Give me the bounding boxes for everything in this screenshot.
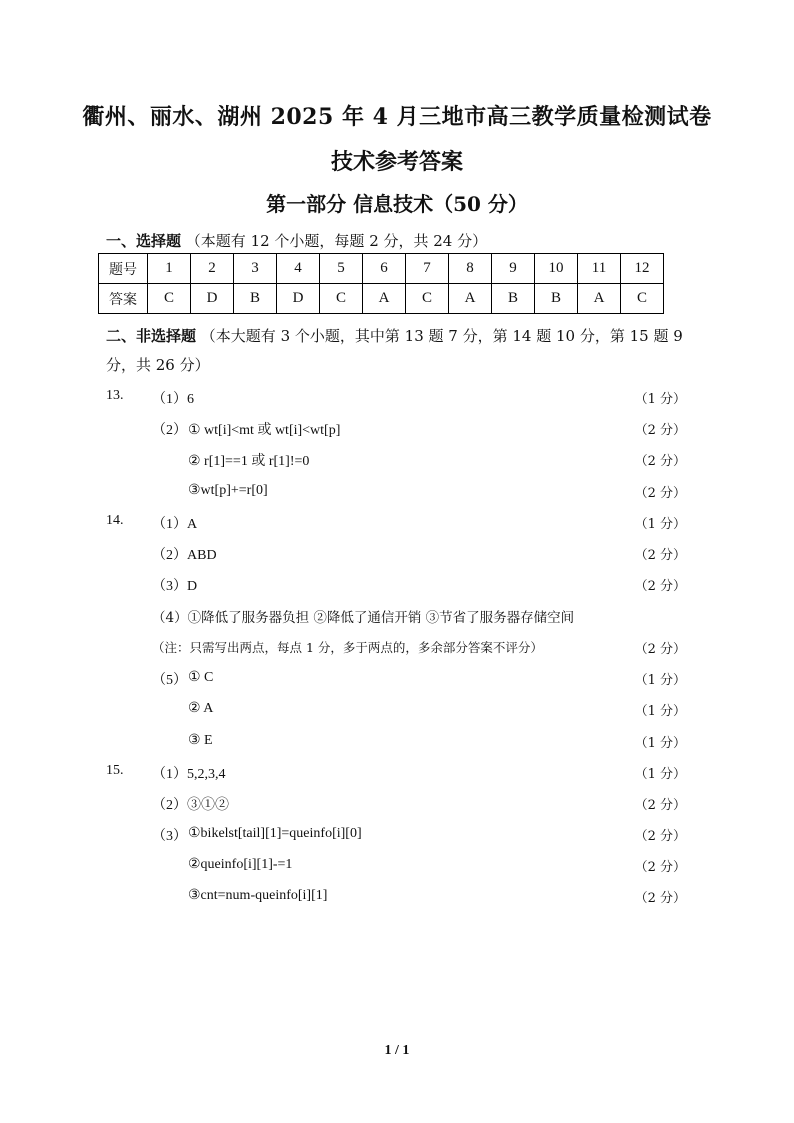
q14-p1: （1）A [152, 517, 198, 532]
q14-p2-score: （2 分） [634, 548, 686, 563]
doc-subtitle: 技术参考答案 [330, 149, 463, 175]
section2-heading-line [106, 325, 683, 346]
q14-p3: （3）D [152, 579, 198, 594]
section2-desc: （本大题有 3 个小题，其中第 13 题 7 分，第 14 题 10 分，第 15 题 9 [200, 327, 683, 345]
question-number-cell: 5 [320, 254, 363, 284]
answer-cell: A [449, 284, 492, 314]
part-title: 第一部分 信息技术（50 分） [266, 192, 528, 216]
q15-number: 15. [106, 763, 124, 778]
q14-p5-b: ② A [188, 701, 214, 716]
answer-cell: C [320, 284, 363, 314]
doc-title: 衢州、丽水、湖州 2025 年 4 月三地市高三教学质量检测试卷 [82, 104, 712, 130]
question-number-cell: 3 [234, 254, 277, 284]
q15-p3-c-score: （2 分） [634, 891, 686, 906]
answer-cell: B [234, 284, 277, 314]
section1-heading: 一、选择题 [106, 232, 182, 250]
q13-p2-a: ① wt[i]<mt 或 wt[i]<wt[p] [188, 423, 341, 438]
q14-p4-score: （2 分） [634, 642, 686, 657]
q15-p3-c: ③cnt=num-queinfo[i][1] [188, 888, 328, 903]
q13-p2-b: ② r[1]==1 或 r[1]!=0 [188, 454, 310, 469]
q14-p1-score: （1 分） [634, 517, 686, 532]
q14-p2: （2）ABD [152, 548, 217, 563]
q13-p2-c-score: （2 分） [634, 486, 686, 501]
q14-p3-score: （2 分） [634, 579, 686, 594]
question-number-cell: 11 [578, 254, 621, 284]
q14-p5-a-score: （1 分） [634, 673, 686, 688]
question-number-cell: 1 [148, 254, 191, 284]
question-number-cell: 12 [621, 254, 664, 284]
q15-p2-score: （2 分） [634, 798, 686, 813]
question-number-cell: 4 [277, 254, 320, 284]
table-row-numbers [99, 254, 664, 284]
section2-desc-cont: 分，共 26 分） [106, 356, 210, 374]
q13-p2-b-score: （2 分） [634, 454, 686, 469]
q13-p2-a-score: （2 分） [634, 423, 686, 438]
answer-cell: B [535, 284, 578, 314]
answer-cell: A [363, 284, 406, 314]
table-row-answers [99, 284, 664, 314]
q14-p4-note: （注：只需写出两点，每点 1 分，多于两点的，多余部分答案不评分） [152, 640, 543, 655]
row-label-number: 题号 [99, 254, 148, 284]
q15-p1: （1）5,2,3,4 [152, 767, 226, 782]
page-number: 1 / 1 [384, 1043, 410, 1058]
answer-cell: A [578, 284, 621, 314]
q13-p2-c: ③wt[p]+=r[0] [188, 483, 268, 498]
q14-p5-c: ③ E [188, 733, 213, 748]
q15-p3-label: （3） [152, 829, 187, 844]
question-number-cell: 2 [191, 254, 234, 284]
q14-number: 14. [106, 513, 124, 528]
q15-p3-b-score: （2 分） [634, 860, 686, 875]
answer-cell: C [621, 284, 664, 314]
question-number-cell: 9 [492, 254, 535, 284]
question-number-cell: 8 [449, 254, 492, 284]
q13-number: 13. [106, 388, 124, 403]
answer-cell: C [148, 284, 191, 314]
q15-p3-a-score: （2 分） [634, 829, 686, 844]
q15-p3-a: ①bikelst[tail][1]=queinfo[i][0] [188, 826, 362, 841]
q14-p4: （4）①降低了服务器负担 ②降低了通信开销 ③节省了服务器存储空间 [152, 610, 575, 626]
answer-cell: D [277, 284, 320, 314]
q13-p2-label: （2） [152, 423, 187, 438]
question-number-cell: 10 [535, 254, 578, 284]
q15-p1-score: （1 分） [634, 767, 686, 782]
question-number-cell: 7 [406, 254, 449, 284]
answer-cell: C [406, 284, 449, 314]
answer-cell: B [492, 284, 535, 314]
q15-p2: （2）③①② [152, 798, 229, 813]
row-label-answer: 答案 [99, 284, 148, 314]
q13-p1: （1）6 [152, 392, 194, 407]
q14-p5-b-score: （1 分） [634, 704, 686, 719]
section2-heading: 二、非选择题 [106, 327, 197, 345]
question-number-cell: 6 [363, 254, 406, 284]
q14-p5-a: ① C [188, 670, 214, 685]
q14-p5-c-score: （1 分） [634, 736, 686, 751]
q15-p3-b: ②queinfo[i][1]-=1 [188, 857, 293, 872]
q14-p5-label: （5） [152, 673, 187, 688]
section1-desc: （本题有 12 个小题，每题 2 分，共 24 分） [185, 232, 488, 250]
answer-cell: D [191, 284, 234, 314]
answer-table [98, 253, 664, 314]
q13-p1-score: （1 分） [634, 392, 686, 407]
section1-heading-line [106, 230, 487, 251]
